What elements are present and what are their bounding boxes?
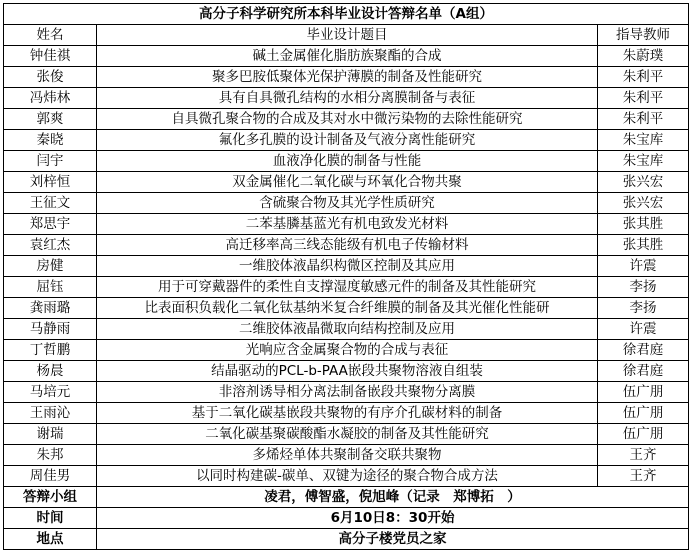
table-row — [4, 424, 689, 445]
advisor-name: 伍广朋 — [598, 382, 689, 403]
table-row — [4, 361, 689, 382]
time-value: 6月10日8：30开始 — [97, 508, 689, 529]
student-name: 周佳男 — [4, 466, 97, 487]
thesis-topic: 含硫聚合物及其光学性质研究 — [97, 193, 598, 214]
time-row — [4, 508, 689, 529]
student-name: 袁红杰 — [4, 235, 97, 256]
student-name: 杨晨 — [4, 361, 97, 382]
panel-row — [4, 487, 689, 508]
advisor-name: 徐君庭 — [598, 340, 689, 361]
student-name: 龚雨璐 — [4, 298, 97, 319]
advisor-name: 朱利平 — [598, 109, 689, 130]
table-row — [4, 235, 689, 256]
table-row — [4, 319, 689, 340]
student-name: 郑思宇 — [4, 214, 97, 235]
thesis-topic: 自具微孔聚合物的合成及其对水中微污染物的去除性能研究 — [97, 109, 598, 130]
title-row — [4, 4, 689, 25]
thesis-topic: 多烯烃单体共聚制备交联共聚物 — [97, 445, 598, 466]
table-row — [4, 67, 689, 88]
table-row — [4, 46, 689, 67]
panel-members: 凌君，傅智盛，倪旭峰（记录 郑博拓 ） — [97, 487, 689, 508]
table-row — [4, 193, 689, 214]
table-row — [4, 256, 689, 277]
thesis-topic: 碱土金属催化脂肪族聚酯的合成 — [97, 46, 598, 67]
thesis-topic: 一维胶体液晶织构微区控制及其应用 — [97, 256, 598, 277]
student-name: 秦晓 — [4, 130, 97, 151]
thesis-topic: 结晶驱动的PCL-b-PAA嵌段共聚物溶液自组装 — [97, 361, 598, 382]
student-name: 马静雨 — [4, 319, 97, 340]
table-row — [4, 151, 689, 172]
header-row — [4, 25, 689, 46]
student-name: 郭爽 — [4, 109, 97, 130]
table-row — [4, 214, 689, 235]
student-name: 冯炜林 — [4, 88, 97, 109]
student-name: 王雨沁 — [4, 403, 97, 424]
advisor-name: 李扬 — [598, 298, 689, 319]
student-name: 闫宇 — [4, 151, 97, 172]
advisor-name: 朱宝库 — [598, 151, 689, 172]
advisor-name: 朱蔚璞 — [598, 46, 689, 67]
thesis-topic: 双金属催化二氧化碳与环氧化合物共聚 — [97, 172, 598, 193]
table-row — [4, 298, 689, 319]
thesis-topic: 氟化多孔膜的设计制备及气液分离性能研究 — [97, 130, 598, 151]
table-row — [4, 172, 689, 193]
thesis-topic: 比表面积负载化二氧化钛基纳米复合纤维膜的制备及其光催化性能研 — [97, 298, 598, 319]
table-row — [4, 340, 689, 361]
thesis-topic: 聚多巴胺低聚体光保护薄膜的制备及性能研究 — [97, 67, 598, 88]
advisor-name: 许震 — [598, 256, 689, 277]
header-name: 姓名 — [4, 25, 97, 46]
time-label: 时间 — [4, 508, 97, 529]
sheet-title: 高分子科学研究所本科毕业设计答辩名单（A组） — [4, 4, 689, 25]
place-row — [4, 529, 689, 550]
advisor-name: 朱宝库 — [598, 130, 689, 151]
student-name: 张俊 — [4, 67, 97, 88]
thesis-topic: 光响应含金属聚合物的合成与表征 — [97, 340, 598, 361]
thesis-topic: 二维胶体液晶微取向结构控制及应用 — [97, 319, 598, 340]
advisor-name: 朱利平 — [598, 88, 689, 109]
thesis-topic: 具有自具微孔结构的水相分离膜制备与表征 — [97, 88, 598, 109]
thesis-topic: 高迁移率高三线态能级有机电子传输材料 — [97, 235, 598, 256]
thesis-topic: 血液净化膜的制备与性能 — [97, 151, 598, 172]
advisor-name: 张其胜 — [598, 235, 689, 256]
header-topic: 毕业设计题目 — [97, 25, 598, 46]
advisor-name: 许震 — [598, 319, 689, 340]
table-row — [4, 382, 689, 403]
student-name: 刘梓恒 — [4, 172, 97, 193]
advisor-name: 张其胜 — [598, 214, 689, 235]
advisor-name: 徐君庭 — [598, 361, 689, 382]
advisor-name: 张兴宏 — [598, 193, 689, 214]
table-row — [4, 88, 689, 109]
student-name: 房健 — [4, 256, 97, 277]
thesis-topic: 以同时构建碳-碳单、双键为途径的聚合物合成方法 — [97, 466, 598, 487]
table-row — [4, 403, 689, 424]
student-name: 朱邦 — [4, 445, 97, 466]
thesis-topic: 二苯基膦基蓝光有机电致发光材料 — [97, 214, 598, 235]
thesis-topic: 基于二氧化碳基嵌段共聚物的有序介孔碳材料的制备 — [97, 403, 598, 424]
student-name: 钟佳祺 — [4, 46, 97, 67]
table-row — [4, 445, 689, 466]
header-advisor: 指导教师 — [598, 25, 689, 46]
defense-schedule-table — [3, 3, 689, 550]
advisor-name: 王齐 — [598, 466, 689, 487]
student-name: 马培元 — [4, 382, 97, 403]
table-row — [4, 466, 689, 487]
table-row — [4, 109, 689, 130]
student-name: 屈钰 — [4, 277, 97, 298]
table-row — [4, 130, 689, 151]
advisor-name: 李扬 — [598, 277, 689, 298]
place-label: 地点 — [4, 529, 97, 550]
advisor-name: 朱利平 — [598, 67, 689, 88]
thesis-topic: 用于可穿戴器件的柔性自支撑湿度敏感元件的制备及其性能研究 — [97, 277, 598, 298]
advisor-name: 伍广朋 — [598, 403, 689, 424]
panel-label: 答辩小组 — [4, 487, 97, 508]
advisor-name: 张兴宏 — [598, 172, 689, 193]
advisor-name: 王齐 — [598, 445, 689, 466]
student-name: 谢瑞 — [4, 424, 97, 445]
student-name: 丁哲鹏 — [4, 340, 97, 361]
table-row — [4, 277, 689, 298]
advisor-name: 伍广朋 — [598, 424, 689, 445]
place-value: 高分子楼党员之家 — [97, 529, 689, 550]
thesis-topic: 二氧化碳基聚碳酸酯水凝胶的制备及其性能研究 — [97, 424, 598, 445]
thesis-topic: 非溶剂诱导相分离法制备嵌段共聚物分离膜 — [97, 382, 598, 403]
student-name: 王征文 — [4, 193, 97, 214]
